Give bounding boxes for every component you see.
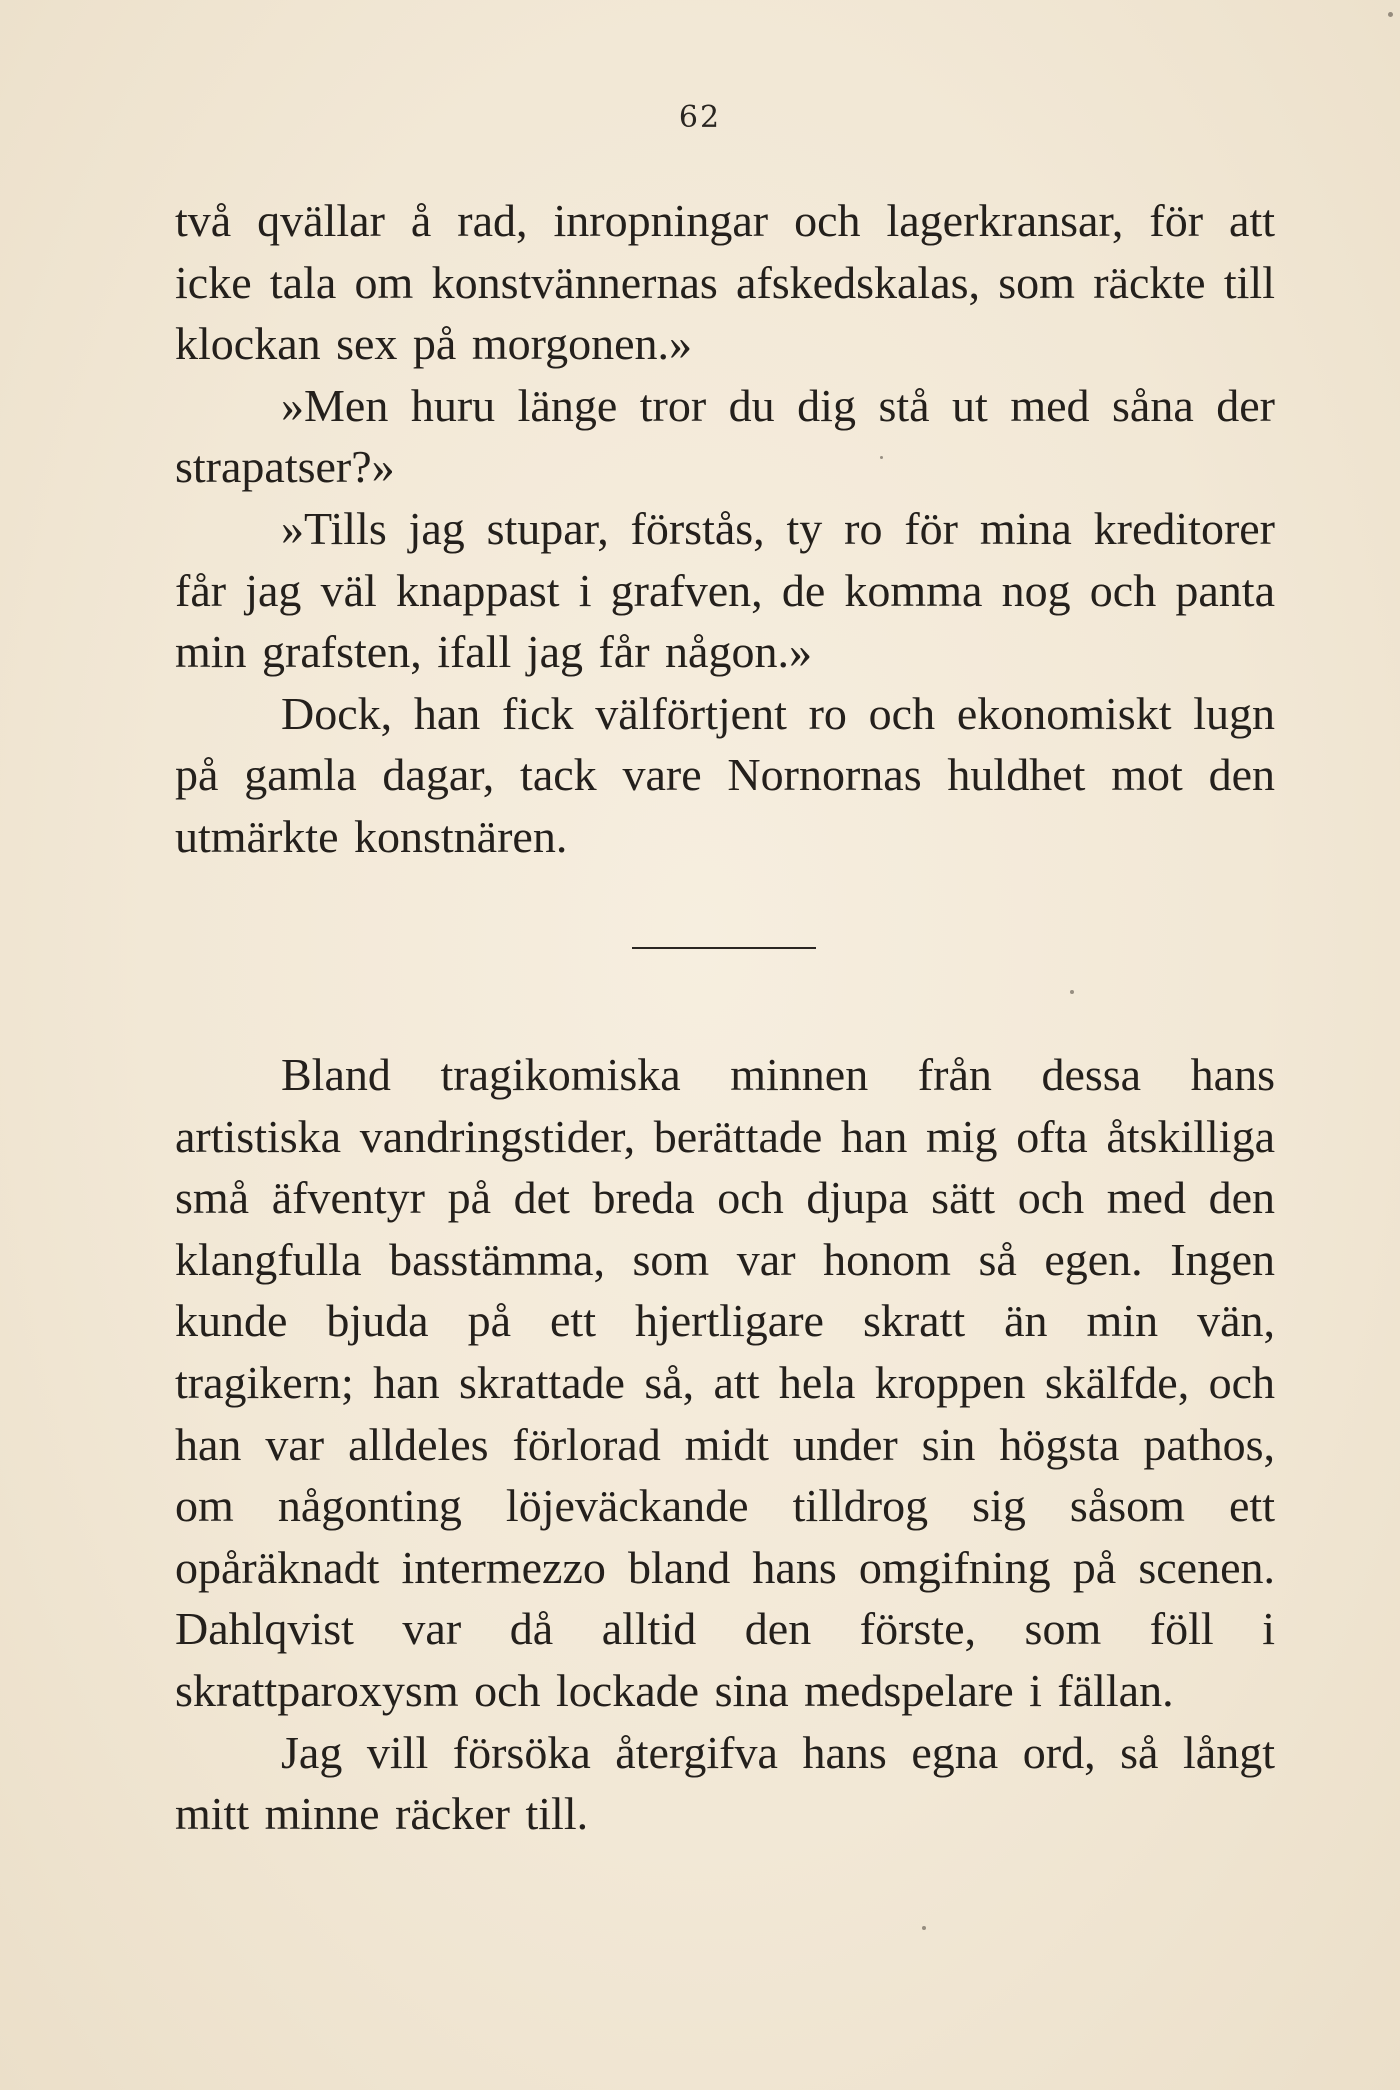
paragraph: Jag vill försöka återgifva hans egna ord, så långt mitt minne räcker till. <box>175 1726 1275 1840</box>
page-number: 62 <box>678 100 722 135</box>
paragraph: Bland tragikomiska minnen från dessa hans artistiska vandringstider, berättade han mig ofta åtskilliga små äfventyr på det breda och djupa sätt och med den klangfulla basstämma, som var honom så egen. Ingen kunde bjuda på ett hjertligare skratt än min vän, tragikern; han skrattade så, att hela kroppen skälfde, och han var alldeles förlorad midt under sin högsta pathos, om någonting löjeväckande tilldrog sig såsom ett opåräknadt intermezzo bland hans omgifning på scenen. Dahlqvist var då alltid den förste, som föll i skrattparoxysm och lockade sina medspelare i fällan. <box>175 1049 1275 1716</box>
text-section-2 <box>175 1044 1275 1845</box>
section-divider <box>632 947 816 949</box>
paragraph: Dock, han fick välförtjent ro och ekonomiskt lugn på gamla dagar, tack vare Nornornas huldhet mot den utmärkte konstnären. <box>175 687 1275 862</box>
paper-speck <box>922 1926 926 1930</box>
paper-speck <box>880 456 883 459</box>
paragraph: »Men huru länge tror du dig stå ut med såna der strapatser?» <box>175 379 1275 493</box>
text-section-1 <box>175 190 1275 868</box>
paper-speck <box>1388 12 1393 17</box>
paragraph: två qvällar å rad, inropningar och lagerkransar, för att icke tala om konstvännernas afskedskalas, som räckte till klockan sex på morgonen.» <box>175 195 1275 370</box>
paragraph: »Tills jag stupar, förstås, ty ro för mina kreditorer får jag väl knappast i grafven, de komma nog och panta min grafsten, ifall jag får någon.» <box>175 502 1275 678</box>
paper-speck <box>1070 990 1074 994</box>
